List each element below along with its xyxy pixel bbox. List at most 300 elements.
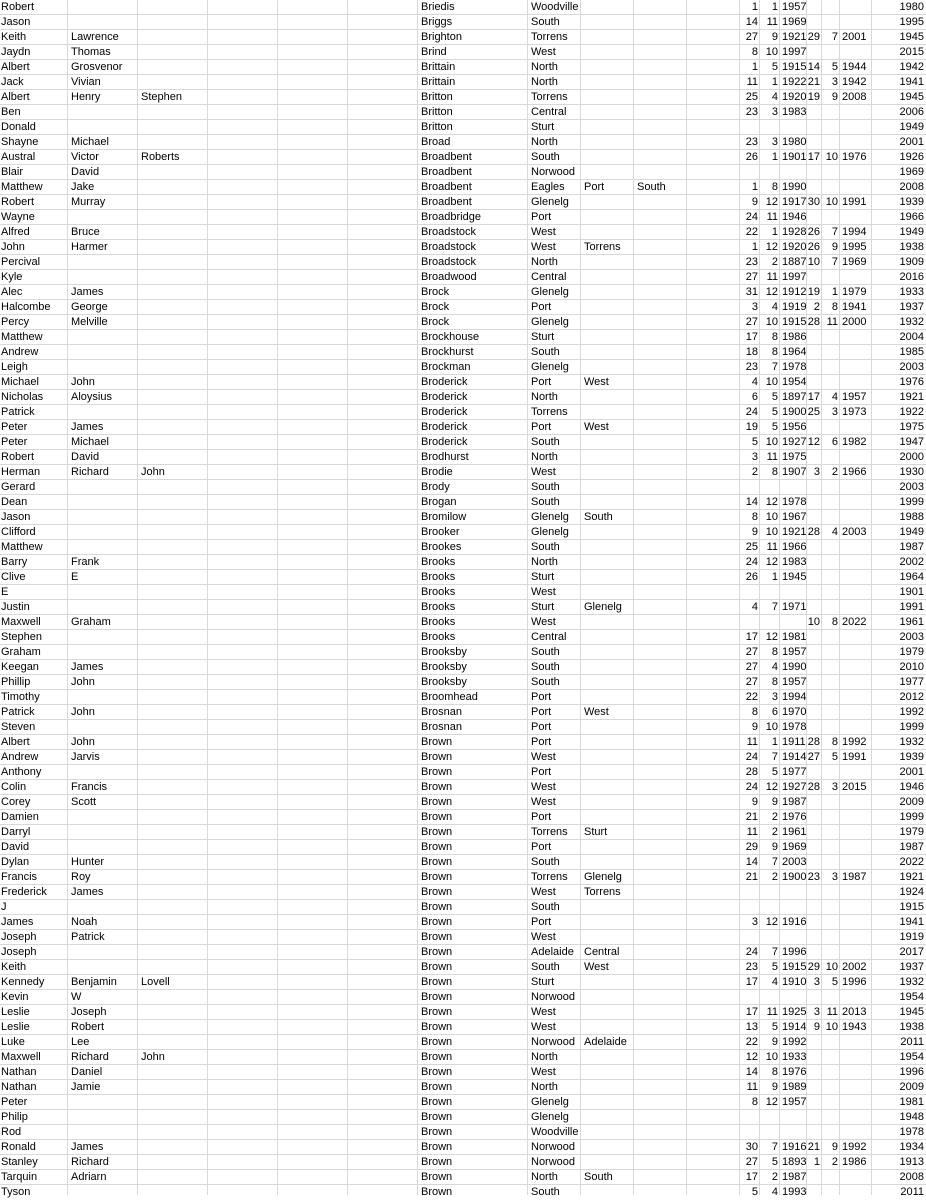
debut-year-cell[interactable]: 1999 — [899, 496, 924, 508]
birth-year-cell[interactable]: 1969 — [782, 16, 806, 28]
death-day-cell[interactable]: 25 — [807, 406, 820, 418]
club-3-cell[interactable] — [637, 765, 686, 780]
given-name-cell[interactable]: Peter — [1, 1096, 28, 1108]
club-3-cell[interactable] — [637, 225, 686, 240]
middle-name-cell[interactable] — [71, 840, 137, 855]
given-name-cell[interactable]: Rod — [1, 1126, 22, 1138]
death-year-cell[interactable] — [842, 105, 871, 120]
club-cell[interactable]: Glenelg — [531, 1111, 569, 1123]
surname-cell[interactable]: Brown — [421, 1036, 453, 1048]
birth-month-cell[interactable]: 11 — [766, 451, 778, 463]
birth-year-cell[interactable]: 1986 — [782, 331, 806, 343]
club-cell[interactable]: South — [531, 661, 560, 673]
given-name-cell[interactable]: Andrew — [1, 751, 39, 763]
birth-year-cell[interactable]: 1990 — [782, 661, 806, 673]
middle-name-cell[interactable] — [71, 15, 137, 30]
birth-year-cell[interactable] — [782, 1110, 806, 1125]
death-year-cell[interactable] — [842, 270, 871, 285]
death-day-cell[interactable]: 28 — [807, 736, 820, 748]
club-3-cell[interactable] — [637, 1125, 686, 1140]
birth-day-cell[interactable]: 17 — [745, 331, 758, 343]
club-cell[interactable]: Torrens — [531, 406, 568, 418]
birth-year-cell[interactable]: 1927 — [782, 436, 806, 448]
club-cell[interactable]: Sturt — [531, 571, 555, 583]
surname-cell[interactable]: Broomhead — [421, 691, 478, 703]
birth-year-cell[interactable] — [782, 930, 806, 945]
death-day-cell[interactable]: 28 — [807, 526, 820, 538]
birth-month-cell[interactable]: 4 — [771, 976, 778, 988]
birth-month-cell[interactable]: 3 — [771, 691, 778, 703]
third-name-cell[interactable] — [141, 1005, 207, 1020]
birth-year-cell[interactable] — [782, 480, 806, 495]
death-month-cell[interactable]: 11 — [826, 1006, 838, 1018]
club-3-cell[interactable] — [637, 1140, 686, 1155]
birth-year-cell[interactable]: 1916 — [782, 916, 806, 928]
club-2-cell[interactable] — [584, 105, 633, 120]
club-3-cell[interactable] — [637, 645, 686, 660]
death-year-cell[interactable] — [842, 600, 871, 615]
death-day-cell[interactable]: 2 — [813, 301, 820, 313]
club-cell[interactable]: Adelaide — [531, 946, 574, 958]
surname-cell[interactable]: Brown — [421, 991, 453, 1003]
surname-cell[interactable]: Brown — [421, 1066, 453, 1078]
death-year-cell[interactable] — [842, 1170, 871, 1185]
birth-month-cell[interactable] — [760, 615, 778, 630]
middle-name-cell[interactable]: Jamie — [71, 1081, 101, 1093]
debut-year-cell[interactable]: 1949 — [899, 121, 924, 133]
birth-year-cell[interactable]: 1997 — [782, 271, 806, 283]
death-month-cell[interactable] — [822, 0, 838, 15]
club-2-cell[interactable] — [584, 300, 633, 315]
middle-name-cell[interactable] — [71, 600, 137, 615]
birth-year-cell[interactable]: 1901 — [782, 151, 806, 163]
middle-name-cell[interactable]: Grosvenor — [71, 61, 123, 73]
death-month-cell[interactable]: 6 — [831, 436, 838, 448]
given-name-cell[interactable]: Andrew — [1, 346, 39, 358]
club-3-cell[interactable] — [637, 870, 686, 885]
club-2-cell[interactable] — [584, 150, 633, 165]
birth-month-cell[interactable] — [760, 480, 778, 495]
third-name-cell[interactable] — [141, 285, 207, 300]
given-name-cell[interactable]: Kennedy — [1, 976, 45, 988]
death-year-cell[interactable] — [842, 1095, 871, 1110]
death-month-cell[interactable] — [822, 585, 838, 600]
death-month-cell[interactable] — [822, 810, 838, 825]
birth-year-cell[interactable]: 1916 — [782, 1141, 806, 1153]
club-2-cell[interactable] — [584, 1005, 633, 1020]
birth-month-cell[interactable]: 5 — [771, 391, 778, 403]
birth-day-cell[interactable]: 17 — [745, 631, 758, 643]
middle-name-cell[interactable] — [71, 540, 137, 555]
debut-year-cell[interactable]: 1946 — [899, 781, 924, 793]
death-day-cell[interactable]: 12 — [807, 436, 820, 448]
club-3-cell[interactable] — [637, 1155, 686, 1170]
death-year-cell[interactable]: 1992 — [842, 736, 867, 748]
surname-cell[interactable]: Brody — [421, 481, 450, 493]
middle-name-cell[interactable] — [71, 405, 137, 420]
given-name-cell[interactable]: Leigh — [1, 361, 28, 373]
third-name-cell[interactable] — [141, 495, 207, 510]
death-month-cell[interactable] — [822, 990, 838, 1005]
given-name-cell[interactable]: Clive — [1, 571, 26, 583]
middle-name-cell[interactable] — [71, 900, 137, 915]
death-year-cell[interactable]: 1942 — [842, 76, 867, 88]
death-month-cell[interactable] — [822, 120, 838, 135]
middle-name-cell[interactable]: Melville — [71, 316, 108, 328]
middle-name-cell[interactable] — [71, 345, 137, 360]
club-3-cell[interactable] — [637, 1095, 686, 1110]
death-day-cell[interactable] — [807, 450, 820, 465]
birth-month-cell[interactable]: 10 — [765, 721, 778, 733]
death-year-cell[interactable] — [842, 360, 871, 375]
birth-month-cell[interactable]: 6 — [771, 706, 778, 718]
birth-year-cell[interactable]: 1975 — [782, 451, 806, 463]
club-cell[interactable]: South — [531, 346, 560, 358]
surname-cell[interactable]: Bromilow — [421, 511, 467, 523]
death-month-cell[interactable] — [822, 1065, 838, 1080]
birth-year-cell[interactable]: 1900 — [782, 871, 806, 883]
club-2-cell[interactable] — [584, 975, 633, 990]
birth-month-cell[interactable]: 5 — [771, 1156, 778, 1168]
club-2-cell[interactable] — [584, 1065, 633, 1080]
birth-day-cell[interactable]: 23 — [745, 961, 758, 973]
birth-day-cell[interactable] — [740, 900, 758, 915]
debut-year-cell[interactable]: 1977 — [899, 676, 924, 688]
middle-name-cell[interactable]: Aloysius — [71, 391, 112, 403]
birth-month-cell[interactable]: 12 — [765, 556, 778, 568]
debut-year-cell[interactable]: 1991 — [899, 601, 924, 613]
surname-cell[interactable]: Brown — [421, 811, 453, 823]
debut-year-cell[interactable]: 1945 — [899, 91, 924, 103]
debut-year-cell[interactable]: 1934 — [899, 1141, 924, 1153]
surname-cell[interactable]: Brooksby — [421, 676, 467, 688]
death-year-cell[interactable] — [842, 420, 871, 435]
surname-cell[interactable]: Broadbent — [421, 166, 472, 178]
given-name-cell[interactable]: Francis — [1, 871, 38, 883]
birth-day-cell[interactable]: 25 — [745, 541, 758, 553]
given-name-cell[interactable]: Peter — [1, 421, 28, 433]
club-cell[interactable]: West — [531, 46, 556, 58]
surname-cell[interactable]: Brown — [421, 946, 453, 958]
death-year-cell[interactable] — [842, 810, 871, 825]
given-name-cell[interactable]: Clifford — [1, 526, 36, 538]
given-name-cell[interactable]: Ben — [1, 106, 21, 118]
birth-day-cell[interactable]: 4 — [751, 601, 758, 613]
death-month-cell[interactable]: 9 — [831, 91, 838, 103]
death-month-cell[interactable] — [822, 480, 838, 495]
birth-day-cell[interactable]: 12 — [745, 1051, 758, 1063]
birth-day-cell[interactable]: 9 — [751, 796, 758, 808]
third-name-cell[interactable] — [141, 585, 207, 600]
death-month-cell[interactable]: 7 — [831, 31, 838, 43]
death-month-cell[interactable]: 4 — [831, 391, 838, 403]
club-2-cell[interactable] — [584, 990, 633, 1005]
death-month-cell[interactable] — [822, 135, 838, 150]
given-name-cell[interactable]: Graham — [1, 646, 41, 658]
birth-year-cell[interactable]: 1964 — [782, 346, 806, 358]
club-cell[interactable]: Port — [531, 211, 552, 223]
club-3-cell[interactable] — [637, 60, 686, 75]
death-day-cell[interactable]: 27 — [807, 751, 820, 763]
middle-name-cell[interactable]: Henry — [71, 91, 101, 103]
club-3-cell[interactable] — [637, 1020, 686, 1035]
club-cell[interactable]: Norwood — [531, 991, 576, 1003]
death-month-cell[interactable] — [822, 420, 838, 435]
club-3-cell[interactable] — [637, 1185, 686, 1200]
club-2-cell[interactable]: Port — [584, 181, 605, 193]
birth-day-cell[interactable]: 14 — [745, 856, 758, 868]
death-year-cell[interactable] — [842, 900, 871, 915]
middle-name-cell[interactable]: Frank — [71, 556, 100, 568]
death-month-cell[interactable]: 5 — [831, 61, 838, 73]
birth-year-cell[interactable]: 1956 — [782, 421, 806, 433]
surname-cell[interactable]: Brooker — [421, 526, 460, 538]
club-2-cell[interactable] — [584, 660, 633, 675]
club-2-cell[interactable] — [584, 360, 633, 375]
birth-month-cell[interactable]: 7 — [771, 1141, 778, 1153]
club-2-cell[interactable] — [584, 45, 633, 60]
birth-month-cell[interactable]: 2 — [771, 1171, 778, 1183]
club-cell[interactable]: Port — [531, 721, 552, 733]
surname-cell[interactable]: Broadbent — [421, 151, 472, 163]
birth-day-cell[interactable]: 31 — [745, 286, 758, 298]
club-3-cell[interactable] — [637, 420, 686, 435]
death-day-cell[interactable] — [807, 765, 820, 780]
club-3-cell[interactable] — [637, 405, 686, 420]
club-2-cell[interactable] — [584, 195, 633, 210]
debut-year-cell[interactable]: 1964 — [899, 571, 924, 583]
club-3-cell[interactable] — [637, 825, 686, 840]
third-name-cell[interactable] — [141, 1140, 207, 1155]
death-day-cell[interactable] — [807, 570, 820, 585]
club-cell[interactable]: Sturt — [531, 601, 555, 613]
death-year-cell[interactable]: 1995 — [842, 241, 867, 253]
club-2-cell[interactable] — [584, 90, 633, 105]
death-day-cell[interactable] — [807, 915, 820, 930]
club-cell[interactable]: Torrens — [531, 91, 568, 103]
given-name-cell[interactable]: Frederick — [1, 886, 47, 898]
club-2-cell[interactable] — [584, 1110, 633, 1125]
birth-month-cell[interactable]: 12 — [765, 241, 778, 253]
death-day-cell[interactable] — [807, 990, 820, 1005]
birth-month-cell[interactable]: 2 — [771, 811, 778, 823]
middle-name-cell[interactable]: George — [71, 301, 108, 313]
given-name-cell[interactable]: Anthony — [1, 766, 42, 778]
middle-name-cell[interactable]: Richard — [71, 1051, 109, 1063]
death-day-cell[interactable]: 19 — [807, 286, 820, 298]
third-name-cell[interactable] — [141, 135, 207, 150]
death-day-cell[interactable] — [807, 1080, 820, 1095]
birth-year-cell[interactable]: 1893 — [782, 1156, 806, 1168]
birth-month-cell[interactable]: 1 — [771, 1, 778, 13]
given-name-cell[interactable]: Shayne — [1, 136, 39, 148]
club-3-cell[interactable] — [637, 615, 686, 630]
debut-year-cell[interactable]: 1987 — [899, 541, 924, 553]
club-3-cell[interactable] — [637, 285, 686, 300]
death-year-cell[interactable]: 1996 — [842, 976, 867, 988]
given-name-cell[interactable]: Phillip — [1, 676, 31, 688]
club-3-cell[interactable] — [637, 450, 686, 465]
death-month-cell[interactable] — [822, 540, 838, 555]
birth-year-cell[interactable]: 1925 — [782, 1006, 806, 1018]
club-3-cell[interactable] — [637, 45, 686, 60]
birth-year-cell[interactable]: 1957 — [782, 1, 806, 13]
death-month-cell[interactable]: 10 — [825, 1021, 838, 1033]
surname-cell[interactable]: Brown — [421, 871, 453, 883]
birth-day-cell[interactable]: 1 — [751, 1, 758, 13]
debut-year-cell[interactable]: 1996 — [899, 1066, 924, 1078]
death-day-cell[interactable] — [807, 375, 820, 390]
death-month-cell[interactable]: 4 — [831, 526, 838, 538]
surname-cell[interactable]: Brown — [421, 1006, 453, 1018]
given-name-cell[interactable]: Donald — [1, 121, 36, 133]
third-name-cell[interactable] — [141, 480, 207, 495]
club-2-cell[interactable] — [584, 30, 633, 45]
third-name-cell[interactable] — [141, 810, 207, 825]
middle-name-cell[interactable]: Lee — [71, 1036, 90, 1048]
club-cell[interactable]: South — [531, 1186, 560, 1198]
middle-name-cell[interactable]: E — [71, 571, 79, 583]
birth-month-cell[interactable]: 5 — [771, 61, 778, 73]
middle-name-cell[interactable]: Scott — [71, 796, 97, 808]
birth-month-cell[interactable] — [760, 165, 778, 180]
given-name-cell[interactable]: Tarquin — [1, 1171, 38, 1183]
middle-name-cell[interactable]: Adriarn — [71, 1171, 107, 1183]
club-cell[interactable]: Glenelg — [531, 511, 569, 523]
club-3-cell[interactable] — [637, 855, 686, 870]
birth-day-cell[interactable]: 3 — [751, 301, 758, 313]
third-name-cell[interactable] — [141, 990, 207, 1005]
surname-cell[interactable]: Broderick — [421, 436, 468, 448]
debut-year-cell[interactable]: 2006 — [899, 106, 924, 118]
birth-day-cell[interactable]: 1 — [751, 181, 758, 193]
surname-cell[interactable]: Broadbent — [421, 196, 472, 208]
club-cell[interactable]: Port — [531, 766, 552, 778]
club-3-cell[interactable] — [637, 330, 686, 345]
death-day-cell[interactable]: 28 — [807, 316, 820, 328]
third-name-cell[interactable] — [141, 405, 207, 420]
third-name-cell[interactable] — [141, 825, 207, 840]
debut-year-cell[interactable]: 2022 — [899, 856, 924, 868]
club-2-cell[interactable] — [584, 435, 633, 450]
birth-day-cell[interactable]: 27 — [745, 271, 758, 283]
birth-month-cell[interactable]: 3 — [771, 106, 778, 118]
third-name-cell[interactable] — [141, 615, 207, 630]
debut-year-cell[interactable]: 1948 — [899, 1111, 924, 1123]
third-name-cell[interactable] — [141, 600, 207, 615]
birth-month-cell[interactable]: 5 — [771, 961, 778, 973]
given-name-cell[interactable]: Alec — [1, 286, 23, 298]
club-cell[interactable]: Norwood — [531, 166, 576, 178]
birth-year-cell[interactable]: 1957 — [782, 676, 806, 688]
death-month-cell[interactable] — [822, 360, 838, 375]
birth-day-cell[interactable]: 17 — [745, 1006, 758, 1018]
birth-day-cell[interactable]: 11 — [746, 1081, 758, 1093]
club-cell[interactable]: Glenelg — [531, 361, 569, 373]
given-name-cell[interactable]: Alfred — [1, 226, 30, 238]
club-3-cell[interactable] — [637, 90, 686, 105]
surname-cell[interactable]: Brown — [421, 1111, 453, 1123]
middle-name-cell[interactable]: Vivian — [71, 76, 101, 88]
third-name-cell[interactable] — [141, 705, 207, 720]
club-2-cell[interactable] — [584, 675, 633, 690]
given-name-cell[interactable]: Halcombe — [1, 301, 51, 313]
club-3-cell[interactable] — [637, 900, 686, 915]
middle-name-cell[interactable] — [71, 480, 137, 495]
club-cell[interactable]: Port — [531, 301, 552, 313]
surname-cell[interactable]: Brown — [421, 1186, 453, 1198]
death-year-cell[interactable]: 1986 — [842, 1156, 867, 1168]
surname-cell[interactable]: Brown — [421, 1021, 453, 1033]
debut-year-cell[interactable]: 1919 — [899, 931, 924, 943]
death-year-cell[interactable]: 1991 — [842, 751, 867, 763]
middle-name-cell[interactable]: Joseph — [71, 1006, 107, 1018]
death-day-cell[interactable] — [807, 330, 820, 345]
club-2-cell[interactable]: West — [584, 961, 609, 973]
middle-name-cell[interactable]: John — [71, 376, 95, 388]
birth-month-cell[interactable]: 2 — [771, 871, 778, 883]
birth-year-cell[interactable]: 1917 — [782, 196, 806, 208]
surname-cell[interactable]: Brown — [421, 826, 453, 838]
death-year-cell[interactable] — [842, 45, 871, 60]
debut-year-cell[interactable]: 1966 — [899, 211, 924, 223]
third-name-cell[interactable] — [141, 675, 207, 690]
death-year-cell[interactable] — [842, 840, 871, 855]
debut-year-cell[interactable]: 1988 — [899, 511, 924, 523]
birth-day-cell[interactable]: 27 — [745, 1156, 758, 1168]
death-day-cell[interactable]: 3 — [813, 1006, 820, 1018]
death-month-cell[interactable]: 3 — [831, 76, 838, 88]
birth-year-cell[interactable]: 1907 — [782, 466, 806, 478]
surname-cell[interactable]: Brock — [421, 316, 450, 328]
death-month-cell[interactable] — [822, 345, 838, 360]
surname-cell[interactable]: Brosnan — [421, 721, 462, 733]
birth-month-cell[interactable] — [760, 930, 778, 945]
club-3-cell[interactable] — [637, 990, 686, 1005]
surname-cell[interactable]: Brown — [421, 736, 453, 748]
death-day-cell[interactable]: 10 — [807, 616, 820, 628]
club-cell[interactable]: North — [531, 136, 558, 148]
debut-year-cell[interactable]: 2015 — [899, 46, 924, 58]
birth-year-cell[interactable]: 1997 — [782, 46, 806, 58]
death-day-cell[interactable]: 1 — [813, 1156, 820, 1168]
club-2-cell[interactable] — [584, 570, 633, 585]
death-month-cell[interactable] — [822, 900, 838, 915]
surname-cell[interactable]: Brown — [421, 886, 453, 898]
birth-year-cell[interactable]: 1966 — [782, 541, 806, 553]
birth-year-cell[interactable] — [782, 120, 806, 135]
given-name-cell[interactable]: Austral — [1, 151, 36, 163]
club-2-cell[interactable]: Sturt — [584, 826, 608, 838]
middle-name-cell[interactable]: Jake — [71, 181, 95, 193]
birth-month-cell[interactable]: 10 — [765, 526, 778, 538]
given-name-cell[interactable]: Maxwell — [1, 1051, 41, 1063]
death-month-cell[interactable] — [822, 1080, 838, 1095]
death-month-cell[interactable] — [822, 675, 838, 690]
birth-day-cell[interactable]: 8 — [751, 1096, 758, 1108]
surname-cell[interactable]: Brown — [421, 1156, 453, 1168]
death-year-cell[interactable]: 1941 — [842, 301, 867, 313]
surname-cell[interactable]: Briggs — [421, 16, 453, 28]
given-name-cell[interactable]: Gerard — [1, 481, 36, 493]
surname-cell[interactable]: Brockhouse — [421, 331, 480, 343]
death-day-cell[interactable]: 17 — [807, 151, 820, 163]
death-day-cell[interactable] — [807, 705, 820, 720]
death-day-cell[interactable] — [807, 1065, 820, 1080]
surname-cell[interactable]: Brock — [421, 301, 450, 313]
club-3-cell[interactable] — [637, 810, 686, 825]
debut-year-cell[interactable]: 1930 — [899, 466, 924, 478]
